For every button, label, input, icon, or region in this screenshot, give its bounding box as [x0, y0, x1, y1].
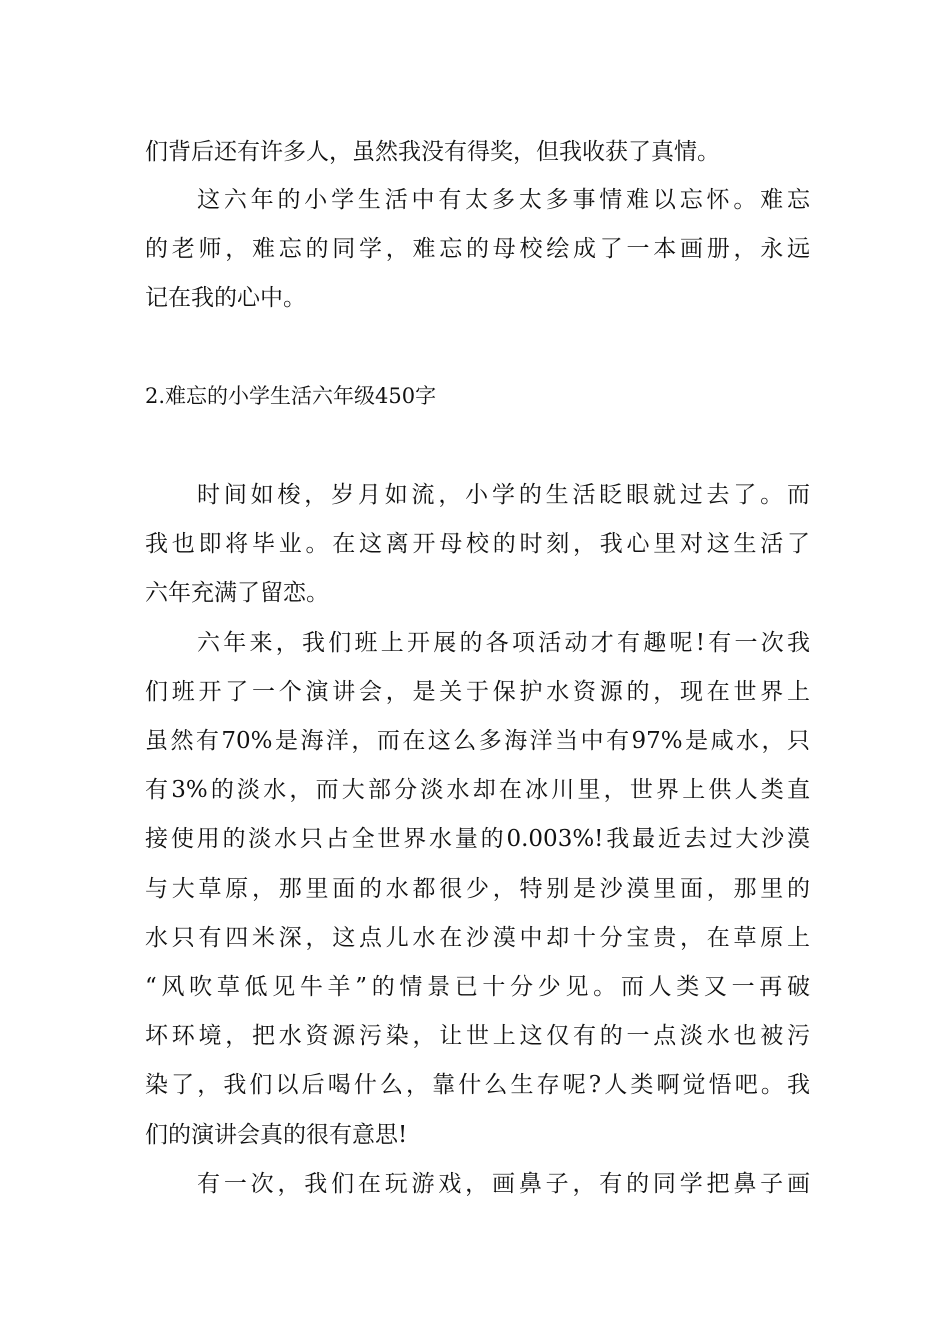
paragraph-line: 水只有四米深，这点儿水在沙漠中却十分宝贵，在草原上	[145, 925, 810, 951]
paragraph-line: 染了，我们以后喝什么，靠什么生存呢?人类啊觉悟吧。我	[145, 1072, 810, 1098]
paragraph-line: “风吹草低见牛羊”的情景已十分少见。而人类又一再破	[145, 974, 810, 1000]
section-heading: 2.难忘的小学生活六年级450字	[145, 384, 437, 408]
paragraph-line: 时间如梭，岁月如流，小学的生活眨眼就过去了。而	[197, 482, 810, 508]
paragraph-line: 六年来，我们班上开展的各项活动才有趣呢!有一次我	[197, 630, 810, 656]
paragraph-line: 们背后还有许多人，虽然我没有得奖，但我收获了真情。	[145, 139, 720, 165]
paragraph-line: 们的演讲会真的很有意思!	[145, 1122, 408, 1148]
paragraph-line: 记在我的心中。	[145, 285, 306, 311]
paragraph-line: 的老师，难忘的同学，难忘的母校绘成了一本画册，永远	[145, 236, 810, 262]
paragraph-line: 与大草原，那里面的水都很少，特别是沙漠里面，那里的	[145, 876, 810, 902]
paragraph-line: 我也即将毕业。在这离开母校的时刻，我心里对这生活了	[145, 531, 810, 557]
paragraph-line: 这六年的小学生活中有太多太多事情难以忘怀。难忘	[197, 187, 810, 213]
paragraph-line: 坏环境，把水资源污染，让世上这仅有的一点淡水也被污	[145, 1023, 810, 1049]
paragraph-line: 虽然有70%是海洋，而在这么多海洋当中有97%是咸水，只	[145, 728, 810, 754]
paragraph-line: 有一次，我们在玩游戏，画鼻子，有的同学把鼻子画	[197, 1171, 810, 1197]
paragraph-line: 六年充满了留恋。	[145, 580, 329, 606]
paragraph-line: 接使用的淡水只占全世界水量的0.003%!我最近去过大沙漠	[145, 826, 810, 852]
paragraph-line: 们班开了一个演讲会，是关于保护水资源的，现在世界上	[145, 679, 810, 705]
paragraph-line: 有3%的淡水，而大部分淡水却在冰川里，世界上供人类直	[145, 777, 810, 803]
